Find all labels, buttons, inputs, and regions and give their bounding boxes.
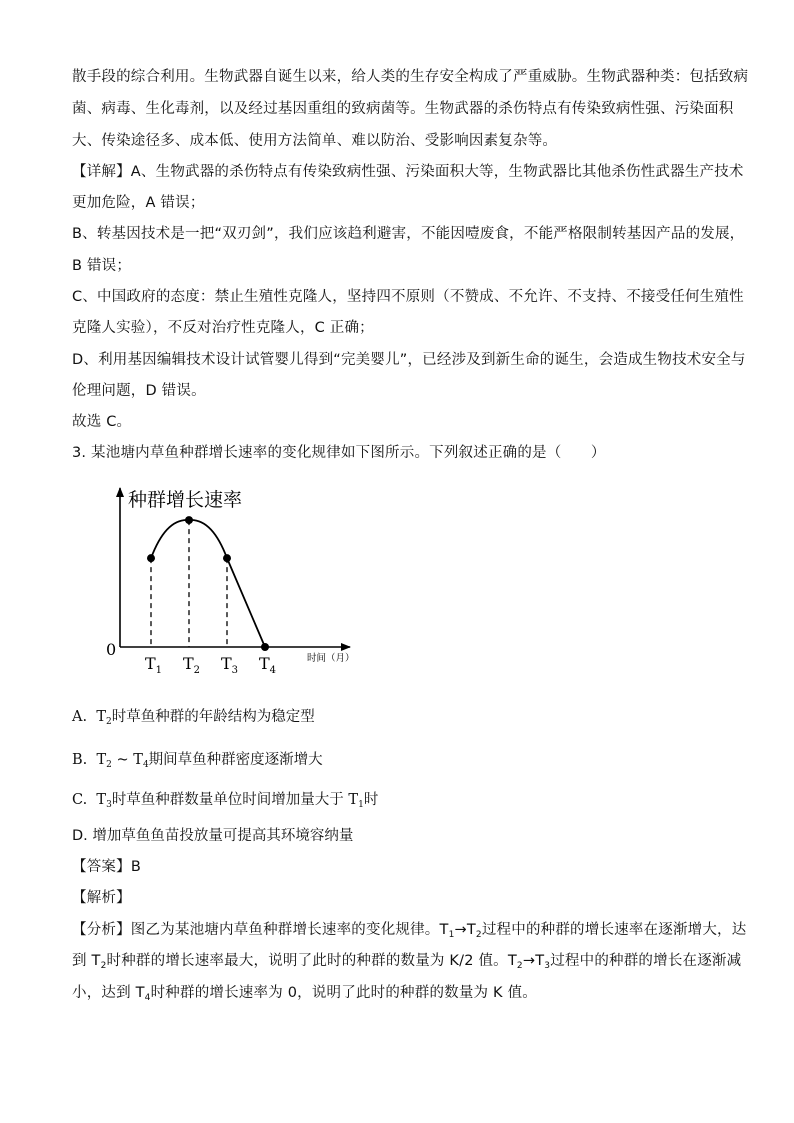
analysis-heading: 【解析】 <box>72 890 131 906</box>
detail-line: 【详解】A、生物武器的杀伤特点有传染致病性强、污染面积大等，生物武器比其他杀伤性武器生产技术 <box>72 164 744 180</box>
detail-line: D、利用基因编辑技术设计试管婴儿得到“完美婴儿”，已经涉及到新生命的诞生，会造成生物技术安全与 <box>72 352 746 368</box>
option-b: B. $T_2$ ~ $T_4$期间草鱼种群密度逐渐增大 <box>72 752 323 770</box>
x-tick-label-t1: $T_1$ <box>145 654 163 676</box>
detail-line: 克隆人实验），不反对治疗性克隆人，C 正确； <box>72 320 374 336</box>
data-point-t3 <box>223 554 231 562</box>
option-c: C. $T_3$时草鱼种群数量单位时间增加量大于 $T_1$时 <box>72 792 379 810</box>
option-d: D. 增加草鱼鱼苗投放量可提高其环境容纳量 <box>72 828 354 844</box>
conclusion-line: 故选 C。 <box>72 414 132 430</box>
data-point-t4 <box>261 643 269 651</box>
growth-rate-curve <box>151 520 265 647</box>
detail-line: 更加危险，A 错误； <box>72 195 205 211</box>
y-axis-label: 种群增长速率 <box>128 489 243 511</box>
x-axis-label: 时间（月） <box>307 653 355 664</box>
analysis-line: 小，达到 $T_4$时种群的增长速率为 0，说明了此时的种群的数量为 K 值。 <box>72 985 537 1003</box>
growth-rate-chart <box>100 480 380 680</box>
analysis-line: 【分析】图乙为某池塘内草鱼种群增长速率的变化规律。$T_1\to T_2$过程中的种群的增长速率在逐渐增大，达 <box>72 922 747 940</box>
answer-line: 【答案】B <box>72 859 141 875</box>
detail-line: B 错误； <box>72 258 132 274</box>
detail-line: C、中国政府的态度：禁止生殖性克隆人，坚持四不原则（不赞成、不允许、不支持、不接受任何生殖性 <box>72 289 744 305</box>
x-tick-label-t4: $T_4$ <box>259 654 277 676</box>
option-a: A. $T_2$时草鱼种群的年龄结构为稳定型 <box>72 709 315 727</box>
paragraph-line: 菌、病毒、生化毒剂，以及经过基因重组的致病菌等。生物武器的杀伤特点有传染致病性强、污染面积 <box>72 101 734 117</box>
question-stem: 3. 某池塘内草鱼种群增长速率的变化规律如下图所示。下列叙述正确的是（ ） <box>72 445 606 461</box>
detail-line: B、转基因技术是一把“双刃剑”，我们应该趋利避害，不能因噎废食，不能严格限制转基因产品的发展， <box>72 226 745 242</box>
analysis-line: 到 $T_2$时种群的增长速率最大，说明了此时的种群的数量为 K/2 值。$T_2\to T_3$过程中的种群的增长在逐渐减 <box>72 953 742 971</box>
detail-line: 伦理问题，D 错误。 <box>72 383 206 399</box>
data-point-t1 <box>147 554 155 562</box>
x-tick-label-t2: $T_2$ <box>183 654 201 676</box>
x-tick-label-t3: $T_3$ <box>221 654 239 676</box>
origin-label: 0 <box>106 640 117 659</box>
paragraph-line: 散手段的综合利用。生物武器自诞生以来，给人类的生存安全构成了严重威胁。生物武器种类：包括致病 <box>72 69 749 85</box>
data-point-t2 <box>185 516 193 524</box>
paragraph-line: 大、传染途径多、成本低、使用方法简单、难以防治、受影响因素复杂等。 <box>72 133 558 149</box>
